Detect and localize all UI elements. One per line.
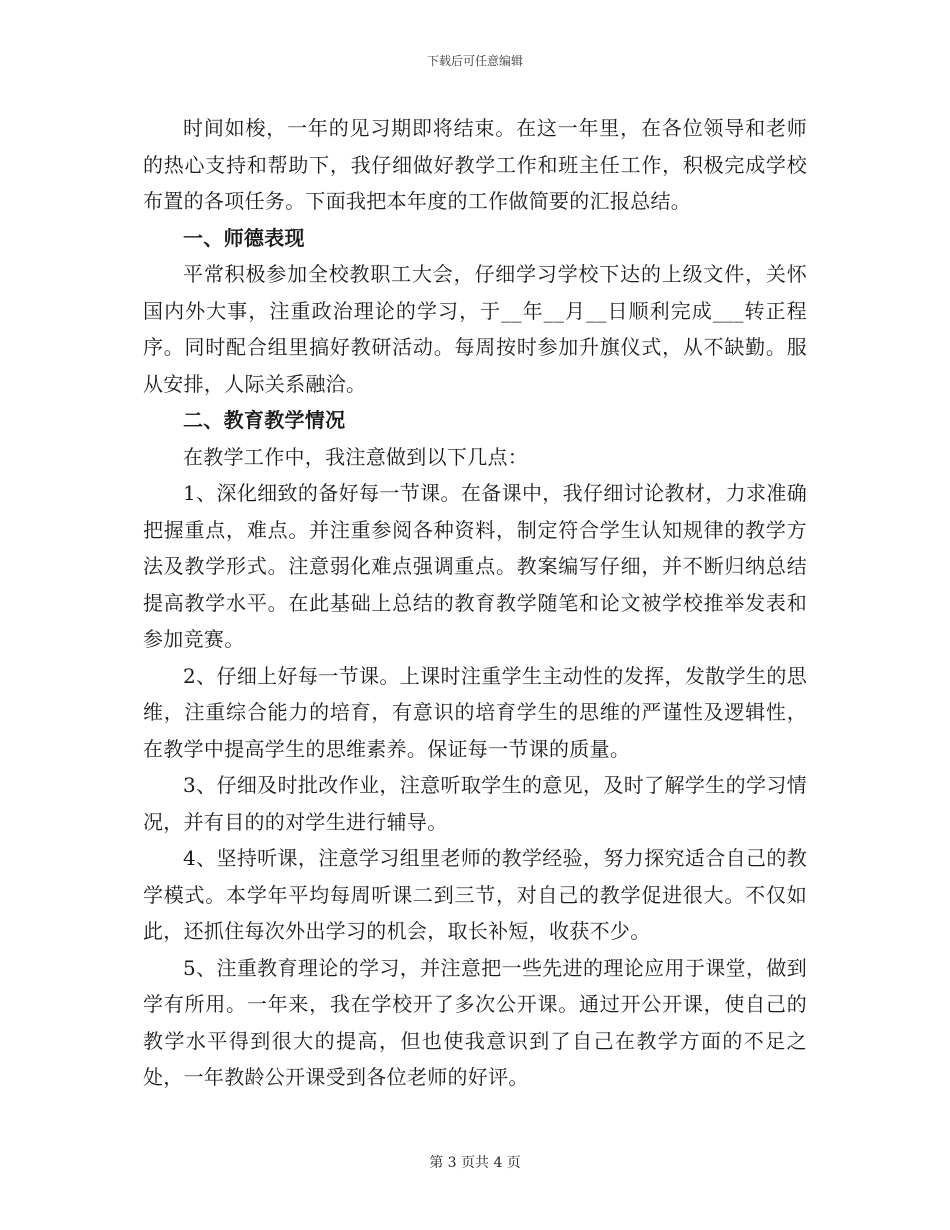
teaching-point-4: 4、坚持听课，注意学习组里老师的教学经验，努力探究适合自己的教学模式。本学年平均每周听课二到三节，对自己的教学促进很大。不仅如此，还抓住每次外出学习的机会，取长补短，收获不少。 [143,846,807,943]
teaching-point-1: 1、深化细致的备好每一节课。在备课中，我仔细讨论教材，力求准确把握重点，难点。并注重参阅各种资料，制定符合学生认知规律的教学方法及教学形式。注意弱化难点强调重点。教案编写仔细，并不断归纳总结提高教学水平。在此基础上总结的教育教学随笔和论文被学校推举发表和参加竞赛。 [143,481,807,651]
teaching-intro-paragraph: 在教学工作中，我注意做到以下几点： [183,444,529,469]
ethics-paragraph: 平常积极参加全校教职工大会，仔细学习学校下达的上级文件，关怀国内外大事，注重政治理论的学习，于__年__月__日顺利完成___转正程序。同时配合组里搞好教研活动。每周按时参加升旗仪式，从不缺勤。服从安排，人际关系融洽。 [143,262,807,396]
section-heading-ethics: 一、师德表现 [183,225,305,250]
section-heading-teaching: 二、教育教学情况 [183,408,346,432]
intro-paragraph: 时间如梭，一年的见习期即将结束。在这一年里，在各位领导和老师的热心支持和帮助下，我仔细做好教学工作和班主任工作，积极完成学校布置的各项任务。下面我把本年度的工作做简要的汇报总结。 [143,116,807,213]
teaching-point-3: 3、仔细及时批改作业，注意听取学生的意见，及时了解学生的学习情况，并有目的的对学生进行辅导。 [143,773,807,834]
document-body [143,110,807,1096]
teaching-point-2: 2、仔细上好每一节课。上课时注重学生主动性的发挥，发散学生的思维，注重综合能力的培育，有意识的培育学生的思维的严谨性及逻辑性，在教学中提高学生的思维素养。保证每一节课的质量。 [143,663,807,761]
page-footer: 第 3 页共 4 页 [429,1155,521,1171]
page-header: 下载后可任意编辑 [426,54,523,68]
teaching-point-5: 5、注重教育理论的学习，并注意把一些先进的理论应用于课堂，做到学有所用。一年来，我在学校开了多次公开课。通过开公开课，使自己的教学水平得到很大的提高，但也使我意识到了自己在教学方面的不足之处，一年教龄公开课受到各位老师的好评。 [143,955,807,1089]
